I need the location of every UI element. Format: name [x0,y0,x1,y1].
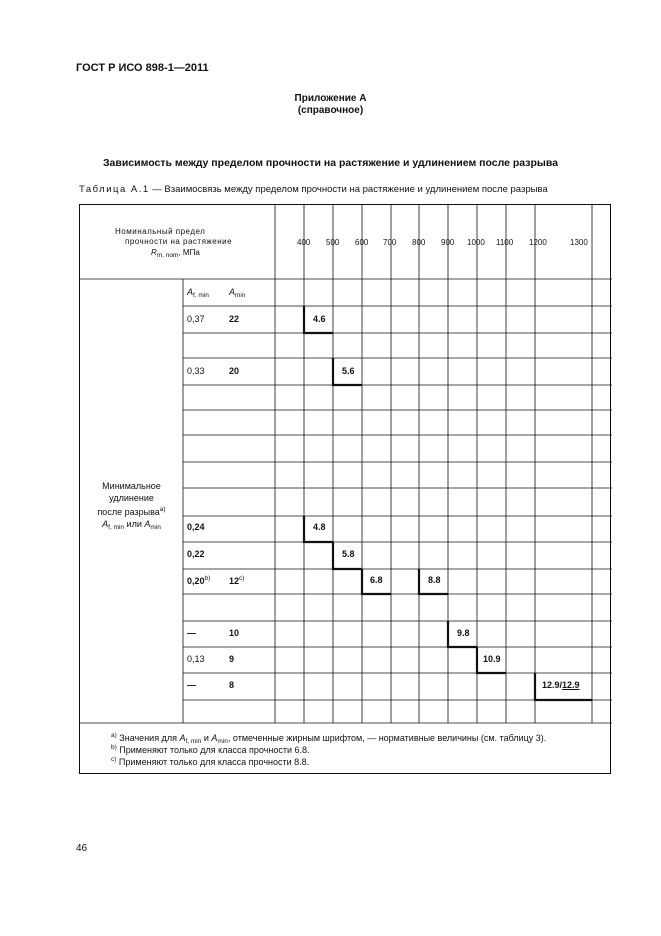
footnote-c-ref: c) [239,575,245,582]
class-cell [542,680,580,690]
row-af-value: 0,20 [187,576,205,586]
strength-1300: 1300 [570,238,588,247]
strength-600: 600 [355,238,369,247]
class-cell: 10.9 [483,654,501,664]
class-cell: 5.8 [342,549,355,559]
footnote-b-mark: b) [111,744,117,751]
class-cell: 6.8 [370,575,383,585]
annex-subtitle: (справочное) [297,105,364,116]
page-number: 46 [76,843,88,854]
strength-500: 500 [326,238,340,247]
row-af: — [187,628,196,638]
class-cell-underlined: 12.9 [562,680,580,690]
footnote-b-ref: b) [204,575,211,582]
r-symbol: R [151,248,157,257]
amin-subscript: min [235,292,246,299]
strength-900: 900 [441,238,455,247]
row-label-af: A [102,519,109,529]
row-af: — [187,680,196,690]
row-amin-value: 12 [229,576,240,586]
table-caption-text: — Взаимосвязь между пределом прочности на растяжение и удлинением после разрыва [149,184,548,195]
footnote-c-text: Применяют только для класса прочности 8.8. [116,757,310,767]
section-title: Зависимость между пределом прочности на растяжение и удлинением после разрыва [102,157,559,169]
row-label-line1: Минимальное [102,481,161,491]
class-cell: 9.8 [457,628,470,638]
strength-800: 800 [412,238,426,247]
row-label-line2: удлинение [109,493,154,503]
strength-1000: 1000 [467,238,485,247]
footnote-a-sub1: f, min [185,738,202,745]
strength-elongation-table [79,204,611,774]
footnote-c [111,756,309,767]
unit-label: , МПа [178,248,200,257]
row-amin: 20 [229,366,240,376]
strength-1100: 1100 [496,238,514,247]
af-symbol: A [187,287,194,297]
footnote-a-text2: и [201,733,212,743]
table-caption-prefix: Таблица А.1 [79,184,150,195]
row-label-amin: A [144,519,151,529]
col-header-amin [229,287,246,299]
footnote-b [111,744,310,755]
col-header-af [187,287,209,299]
row-label-af-sub: f, min [108,524,125,531]
amin-symbol: A [229,287,236,297]
row-af [187,575,210,586]
footnote-c-mark: c) [111,756,117,763]
class-cell: 4.6 [313,314,326,324]
row-amin: 10 [229,628,240,638]
footnote-a-sym1: A [179,733,186,743]
row-amin [229,575,244,586]
row-amin: 9 [229,654,235,664]
footnote-a-text3: , отмеченные жирным шрифтом, — нормативные величины (см. таблицу 3). [227,733,547,743]
header-label-line1: Номинальный предел [115,227,206,236]
strength-700: 700 [383,238,397,247]
strength-1200: 1200 [529,238,547,247]
footnote-a-mark: a) [111,732,117,739]
table-caption [79,184,548,195]
row-label [80,480,183,534]
row-amin: 8 [229,680,235,690]
class-cell: 5.6 [342,366,355,376]
row-af: 0,37 [187,314,205,324]
header-label-line2: прочности на растяжение [125,237,233,246]
row-label-line4 [80,518,183,534]
footnote-a-text1: Значения для [116,733,180,743]
row-label-or: или [124,519,145,529]
footnote-a-sym2: A [211,733,218,743]
row-label-amin-sub: min [150,524,161,531]
class-cell: 4.8 [313,522,326,532]
document-header: ГОСТ Р ИСО 898-1—2011 [76,62,209,74]
row-af: 0,22 [187,549,205,559]
footnote-b-text: Применяют только для класса прочности 6.8. [116,745,310,755]
annex-heading [0,93,661,117]
class-cell: 8.8 [428,575,441,585]
row-af: 0,33 [187,366,205,376]
header-label-line3 [151,248,200,259]
af-subscript: f, min [193,292,209,299]
class-cell-bold: 12.9/ [542,680,563,690]
strength-400: 400 [297,238,311,247]
r-subscript: m, nom [156,252,179,259]
footnote-a-sub2: min [217,738,228,745]
row-amin: 22 [229,314,240,324]
row-af: 0,13 [187,654,205,664]
row-af: 0,24 [187,522,205,532]
annex-title: Приложение А [294,93,367,104]
row-label-footnote-a: a) [159,506,166,513]
row-label-line3-text: после разрыва [97,507,160,517]
row-label-line3 [80,504,183,518]
